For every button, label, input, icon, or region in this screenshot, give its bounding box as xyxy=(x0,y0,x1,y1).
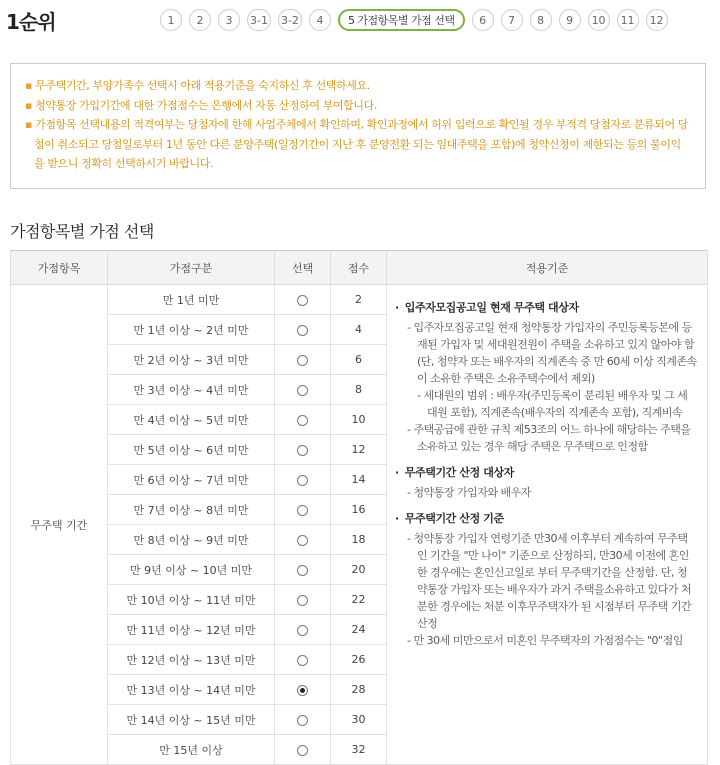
notice-line: ▪ 청약통장 가입기간에 대한 가점점수는 은행에서 자동 산정하여 부여합니다. xyxy=(25,98,377,112)
score-value: 6 xyxy=(331,345,387,375)
criteria-item: - 만 30세 미만으로서 미혼인 무주택자의 가점점수는 "0"점임 xyxy=(407,632,697,649)
score-value: 12 xyxy=(331,435,387,465)
score-value: 30 xyxy=(331,705,387,735)
step-14-button[interactable]: 12 xyxy=(646,9,668,31)
select-cell xyxy=(275,405,331,435)
score-radio[interactable] xyxy=(297,595,308,606)
header-select: 선택 xyxy=(275,251,331,285)
header-division: 가점구분 xyxy=(108,251,275,285)
score-radio[interactable] xyxy=(297,445,308,456)
step-12-button[interactable]: 10 xyxy=(588,9,610,31)
header-category: 가점항목 xyxy=(11,251,108,285)
page-title: 1순위 xyxy=(6,10,56,34)
score-radio[interactable] xyxy=(297,565,308,576)
division-label: 만 9년 이상 ~ 10년 미만 xyxy=(108,555,275,585)
select-cell xyxy=(275,615,331,645)
score-value: 8 xyxy=(331,375,387,405)
criteria-item: - 주택공급에 관한 규칙 제53조의 어느 하나에 해당하는 주택을 소유하고 있는 경우 해당 주택은 무주택으로 인정함 xyxy=(407,421,697,455)
score-radio[interactable] xyxy=(297,415,308,426)
division-label: 만 15년 이상 xyxy=(108,735,275,765)
score-radio[interactable] xyxy=(297,475,308,486)
score-value: 26 xyxy=(331,645,387,675)
division-label: 만 10년 이상 ~ 11년 미만 xyxy=(108,585,275,615)
step-7-button[interactable]: 5 가점항목별 가점 선택 xyxy=(338,9,465,31)
division-label: 만 4년 이상 ~ 5년 미만 xyxy=(108,405,275,435)
score-radio[interactable] xyxy=(297,655,308,666)
step-8-button[interactable]: 6 xyxy=(472,9,494,31)
select-cell xyxy=(275,435,331,465)
score-radio[interactable] xyxy=(297,625,308,636)
select-cell xyxy=(275,375,331,405)
score-radio[interactable] xyxy=(297,355,308,366)
score-value: 18 xyxy=(331,525,387,555)
score-value: 20 xyxy=(331,555,387,585)
division-label: 만 12년 이상 ~ 13년 미만 xyxy=(108,645,275,675)
criteria-item: - 입주자모집공고일 현재 청약통장 가입자의 주민등록등본에 등재된 가입자 및 세대원전원이 주택을 소유하고 있지 않아야 함 xyxy=(407,319,697,353)
step-11-button[interactable]: 9 xyxy=(559,9,581,31)
table-row xyxy=(11,285,708,315)
step-3-button[interactable]: 3 xyxy=(218,9,240,31)
division-label: 만 3년 이상 ~ 4년 미만 xyxy=(108,375,275,405)
score-value: 28 xyxy=(331,675,387,705)
header-score: 점수 xyxy=(331,251,387,285)
score-value: 32 xyxy=(331,735,387,765)
criteria-heading: · 무주택기간 산정 대상자 xyxy=(395,464,697,482)
select-cell xyxy=(275,585,331,615)
notice-line: ▪ 무주택기간, 부양가족수 선택시 아래 적용기준을 숙지하신 후 선택하세요. xyxy=(25,79,370,92)
select-cell xyxy=(275,645,331,675)
criteria-item: - 청약통장 가입자 연령기준 만30세 이후부터 계속하여 무주택인 기간을 "만 나이" 기준으로 산정하되, 만30세 이전에 혼인한 경우에는 혼인신고일로 부터 무주택기간을 산정함. 단, 청약통장 가입자 또는 배우자가 과거 주택을소유하고 있다가 처분한 경우에는 처분 이후무주택자가 된 시점부터 무주택 기간 산정 xyxy=(407,530,697,632)
score-value: 2 xyxy=(331,285,387,315)
score-radio[interactable] xyxy=(297,385,308,396)
select-cell xyxy=(275,465,331,495)
select-cell xyxy=(275,285,331,315)
notice-line: ▪ 가점항목 선택내용의 적격여부는 당첨자에 한해 사업주체에서 확인하며, 확인과정에서 허위 입력으로 확인될 경우 부적격 당첨자로 분류되어 당첨이 취소되고 당첨일로부터 1년 동안 다른 분양주택(일정기간이 지난 후 분양전환 되는 임대주택을 포함)에 청약신청이 제한되는 등의 불이익을 받으니 정확히 선택하시기 바랍니다. xyxy=(25,118,689,170)
score-radio[interactable] xyxy=(297,685,308,696)
score-radio[interactable] xyxy=(297,295,308,306)
category-cell: 무주택 기간 xyxy=(11,285,108,765)
select-cell xyxy=(275,555,331,585)
criteria-heading: · 입주자모집공고일 현재 무주택 대상자 xyxy=(395,299,697,317)
score-table xyxy=(10,250,708,765)
header-criteria: 적용기준 xyxy=(387,251,708,285)
criteria-cell xyxy=(387,285,708,765)
criteria-subitem: - 세대원의 범위 : 배우자(주민등록이 분리된 배우자 및 그 세대원 포함), 직계존속(배우자의 직계존속 포함), 직계비속 xyxy=(417,387,697,421)
division-label: 만 1년 이상 ~ 2년 미만 xyxy=(108,315,275,345)
division-label: 만 13년 이상 ~ 14년 미만 xyxy=(108,675,275,705)
select-cell xyxy=(275,315,331,345)
page-header xyxy=(0,0,720,40)
score-radio[interactable] xyxy=(297,325,308,336)
score-value: 24 xyxy=(331,615,387,645)
select-cell xyxy=(275,495,331,525)
division-label: 만 8년 이상 ~ 9년 미만 xyxy=(108,525,275,555)
notice-box xyxy=(10,63,706,189)
score-radio[interactable] xyxy=(297,745,308,756)
select-cell xyxy=(275,735,331,765)
step-5-button[interactable]: 3-2 xyxy=(278,9,302,31)
score-radio[interactable] xyxy=(297,505,308,516)
step-10-button[interactable]: 8 xyxy=(530,9,552,31)
step-1-button[interactable]: 1 xyxy=(160,9,182,31)
division-label: 만 1년 미만 xyxy=(108,285,275,315)
section-title: 가점항목별 가점 선택 xyxy=(10,222,154,241)
step-13-button[interactable]: 11 xyxy=(617,9,639,31)
division-label: 만 2년 이상 ~ 3년 미만 xyxy=(108,345,275,375)
score-value: 16 xyxy=(331,495,387,525)
select-cell xyxy=(275,675,331,705)
score-value: 14 xyxy=(331,465,387,495)
division-label: 만 7년 이상 ~ 8년 미만 xyxy=(108,495,275,525)
division-label: 만 14년 이상 ~ 15년 미만 xyxy=(108,705,275,735)
division-label: 만 11년 이상 ~ 12년 미만 xyxy=(108,615,275,645)
step-6-button[interactable]: 4 xyxy=(309,9,331,31)
step-9-button[interactable]: 7 xyxy=(501,9,523,31)
division-label: 만 5년 이상 ~ 6년 미만 xyxy=(108,435,275,465)
criteria-item: - 청약통장 가입자와 배우자 xyxy=(407,484,697,501)
step-navigation xyxy=(160,8,668,32)
criteria-heading: · 무주택기간 산정 기준 xyxy=(395,510,697,528)
score-radio[interactable] xyxy=(297,535,308,546)
select-cell xyxy=(275,345,331,375)
division-label: 만 6년 이상 ~ 7년 미만 xyxy=(108,465,275,495)
select-cell xyxy=(275,705,331,735)
score-value: 4 xyxy=(331,315,387,345)
step-4-button[interactable]: 3-1 xyxy=(247,9,271,31)
score-value: 22 xyxy=(331,585,387,615)
criteria-note: (단, 청약자 또는 배우자의 직계존속 중 만 60세 이상 직계존속이 소유한 주택은 소유주택수에서 제외) xyxy=(417,355,697,385)
step-2-button[interactable]: 2 xyxy=(189,9,211,31)
select-cell xyxy=(275,525,331,555)
score-radio[interactable] xyxy=(297,715,308,726)
score-value: 10 xyxy=(331,405,387,435)
table-header-row xyxy=(11,251,708,285)
